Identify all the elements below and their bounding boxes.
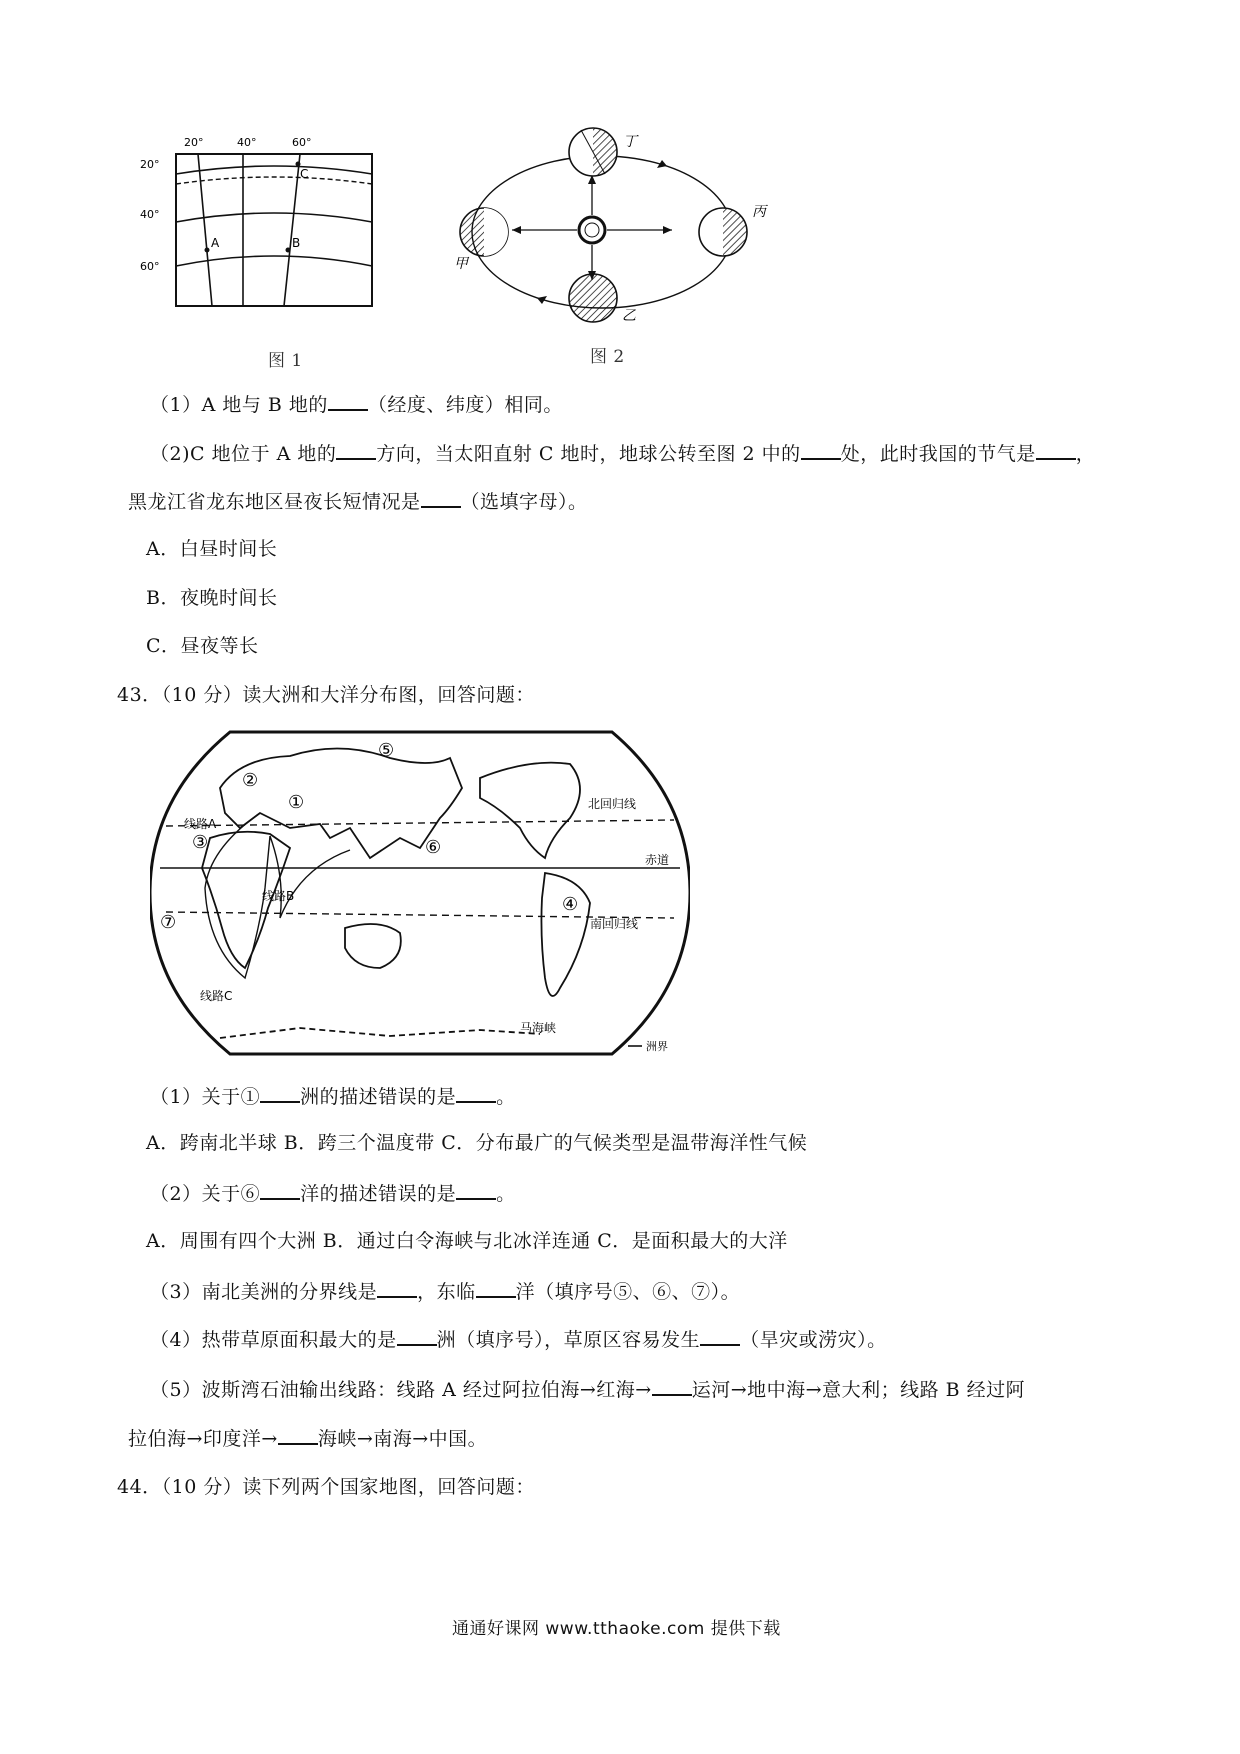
q43-s5-text-2: 运河→地中海→意大利；线路 B 经过阿 <box>691 1379 1026 1401</box>
q43-s2-text-3: 。 <box>496 1183 516 1205</box>
q42-part1 <box>150 391 563 417</box>
q43-sub1-options: A．跨南北半球 B．跨三个温度带 C．分布最广的气候类型是温带海洋性气候 <box>146 1132 808 1154</box>
answer-blank[interactable] <box>336 440 376 460</box>
map-label-1: ① <box>288 792 305 813</box>
earth-bing <box>699 208 747 256</box>
q42-option-c: C．昼夜等长 <box>146 635 259 657</box>
q43-s4-text-3: （旱灾或涝灾）。 <box>740 1329 887 1351</box>
lat-label-20: 20° <box>140 158 160 171</box>
point-b-label: B <box>292 236 301 250</box>
answer-blank[interactable] <box>1036 440 1076 460</box>
q43-sub5-cont <box>128 1425 487 1451</box>
answer-blank[interactable] <box>476 1278 516 1298</box>
q43-s2-text: （2）关于⑥ <box>150 1183 261 1205</box>
q42-p2-text: （2)C 地位于 A 地的 <box>150 443 337 465</box>
answer-blank[interactable] <box>377 1278 417 1298</box>
q42-p2-text-4: ， <box>1075 443 1096 465</box>
route-a-label: 线路A <box>184 817 217 831</box>
map-legend-label: 洲界 <box>646 1040 668 1053</box>
map-label-7: ⑦ <box>160 912 177 933</box>
answer-blank[interactable] <box>456 1180 496 1200</box>
answer-blank[interactable] <box>260 1083 300 1103</box>
route-b-label: 线路B <box>262 889 295 903</box>
answer-blank[interactable] <box>260 1180 300 1200</box>
q43-s3-text: （3）南北美洲的分界线是 <box>150 1281 378 1303</box>
route-c-label: 线路C <box>200 989 233 1003</box>
lon-label-40: 40° <box>237 136 257 149</box>
pos-yi-label: 乙 <box>622 308 636 324</box>
q43-sub2 <box>150 1180 516 1206</box>
q43-sub1 <box>150 1083 516 1109</box>
q42-p1-text: （1）A 地与 B 地的 <box>150 394 328 416</box>
q42-part2-cont <box>128 488 588 514</box>
lon-label-20: 20° <box>184 136 204 149</box>
map-label-4: ④ <box>562 894 579 915</box>
map-label-5: ⑤ <box>378 740 395 761</box>
q43-s4-text: （4）热带草原面积最大的是 <box>150 1329 397 1351</box>
answer-blank[interactable] <box>652 1376 692 1396</box>
lon-label-60: 60° <box>292 136 312 149</box>
q43-s4-text-2: 洲（填序号），草原区容易发生 <box>436 1329 701 1351</box>
q44-title: 44．（10 分）读下列两个国家地图，回答问题： <box>117 1476 535 1498</box>
equator-label: 赤道 <box>645 853 670 867</box>
q43-s1-text: （1）关于① <box>150 1086 261 1108</box>
q43-s1-text-2: 洲的描述错误的是 <box>300 1086 457 1108</box>
tropic-north-label: 北回归线 <box>588 797 637 811</box>
map-label-2: ② <box>242 770 259 791</box>
q43-title: 43．（10 分）读大洲和大洋分布图，回答问题： <box>117 684 535 706</box>
q43-sub4 <box>150 1326 887 1352</box>
q43-s1-text-3: 。 <box>496 1086 516 1108</box>
answer-blank[interactable] <box>278 1425 318 1445</box>
q42-part2 <box>150 440 1095 466</box>
q43-s5-text-3: 拉伯海→印度洋→ <box>128 1428 278 1450</box>
earth-jia <box>460 208 508 256</box>
q43-s2-text-2: 洋的描述错误的是 <box>300 1183 457 1205</box>
figure-2-orbit-diagram <box>440 120 780 330</box>
q42-p2-text-2: 方向，当太阳直射 C 地时，地球公转至图 2 中的 <box>376 443 801 465</box>
pos-jia-label: 甲 <box>454 256 468 272</box>
map-label-3: ③ <box>192 832 209 853</box>
earth-ding <box>569 128 617 176</box>
q43-sub5 <box>150 1376 1025 1402</box>
lat-label-60: 60° <box>140 260 160 273</box>
q42-option-b: B．夜晚时间长 <box>146 587 278 609</box>
q42-p1-text-2: （经度、纬度）相同。 <box>367 394 563 416</box>
map-label-6: ⑥ <box>425 837 442 858</box>
lat-label-40: 40° <box>140 208 160 221</box>
answer-blank[interactable] <box>328 391 368 411</box>
q42-p2-text-3: 处，此时我国的节气是 <box>840 443 1036 465</box>
q43-s3-text-3: 洋（填序号⑤、⑥、⑦）。 <box>515 1281 741 1303</box>
strait-label: 马海峡 <box>520 1021 557 1035</box>
q42-p2-text-5: 黑龙江省龙东地区昼夜长短情况是 <box>128 491 421 513</box>
point-a-label: A <box>211 236 220 250</box>
figure-1-caption: 图 1 <box>268 351 303 371</box>
pos-ding-label: 丁 <box>623 134 637 150</box>
figure-2-caption: 图 2 <box>590 347 625 367</box>
q43-s5-text: （5）波斯湾石油输出线路：线路 A 经过阿拉伯海→红海→ <box>150 1379 652 1401</box>
answer-blank[interactable] <box>397 1326 437 1346</box>
q43-s3-text-2: ，东临 <box>417 1281 476 1303</box>
earth-yi <box>569 274 617 322</box>
tropic-south-label: 南回归线 <box>590 917 639 931</box>
answer-blank[interactable] <box>421 488 461 508</box>
point-c-label: C <box>300 167 309 181</box>
page-footer: 通通好课网 www.tthaoke.com 提供下载 <box>452 1619 781 1639</box>
answer-blank[interactable] <box>700 1326 740 1346</box>
q43-s5-text-4: 海峡→南海→中国。 <box>317 1428 488 1450</box>
figure-1-grid-map <box>140 128 380 318</box>
answer-blank[interactable] <box>456 1083 496 1103</box>
q43-sub3 <box>150 1278 740 1304</box>
q43-sub2-options: A．周围有四个大洲 B．通过白令海峡与北冰洋连通 C．是面积最大的大洋 <box>146 1230 788 1252</box>
answer-blank[interactable] <box>801 440 841 460</box>
q42-option-a: A．白昼时间长 <box>146 538 278 560</box>
pos-bing-label: 丙 <box>752 204 766 220</box>
q42-p2-text-6: （选填字母）。 <box>460 491 588 513</box>
world-map <box>150 728 690 1058</box>
